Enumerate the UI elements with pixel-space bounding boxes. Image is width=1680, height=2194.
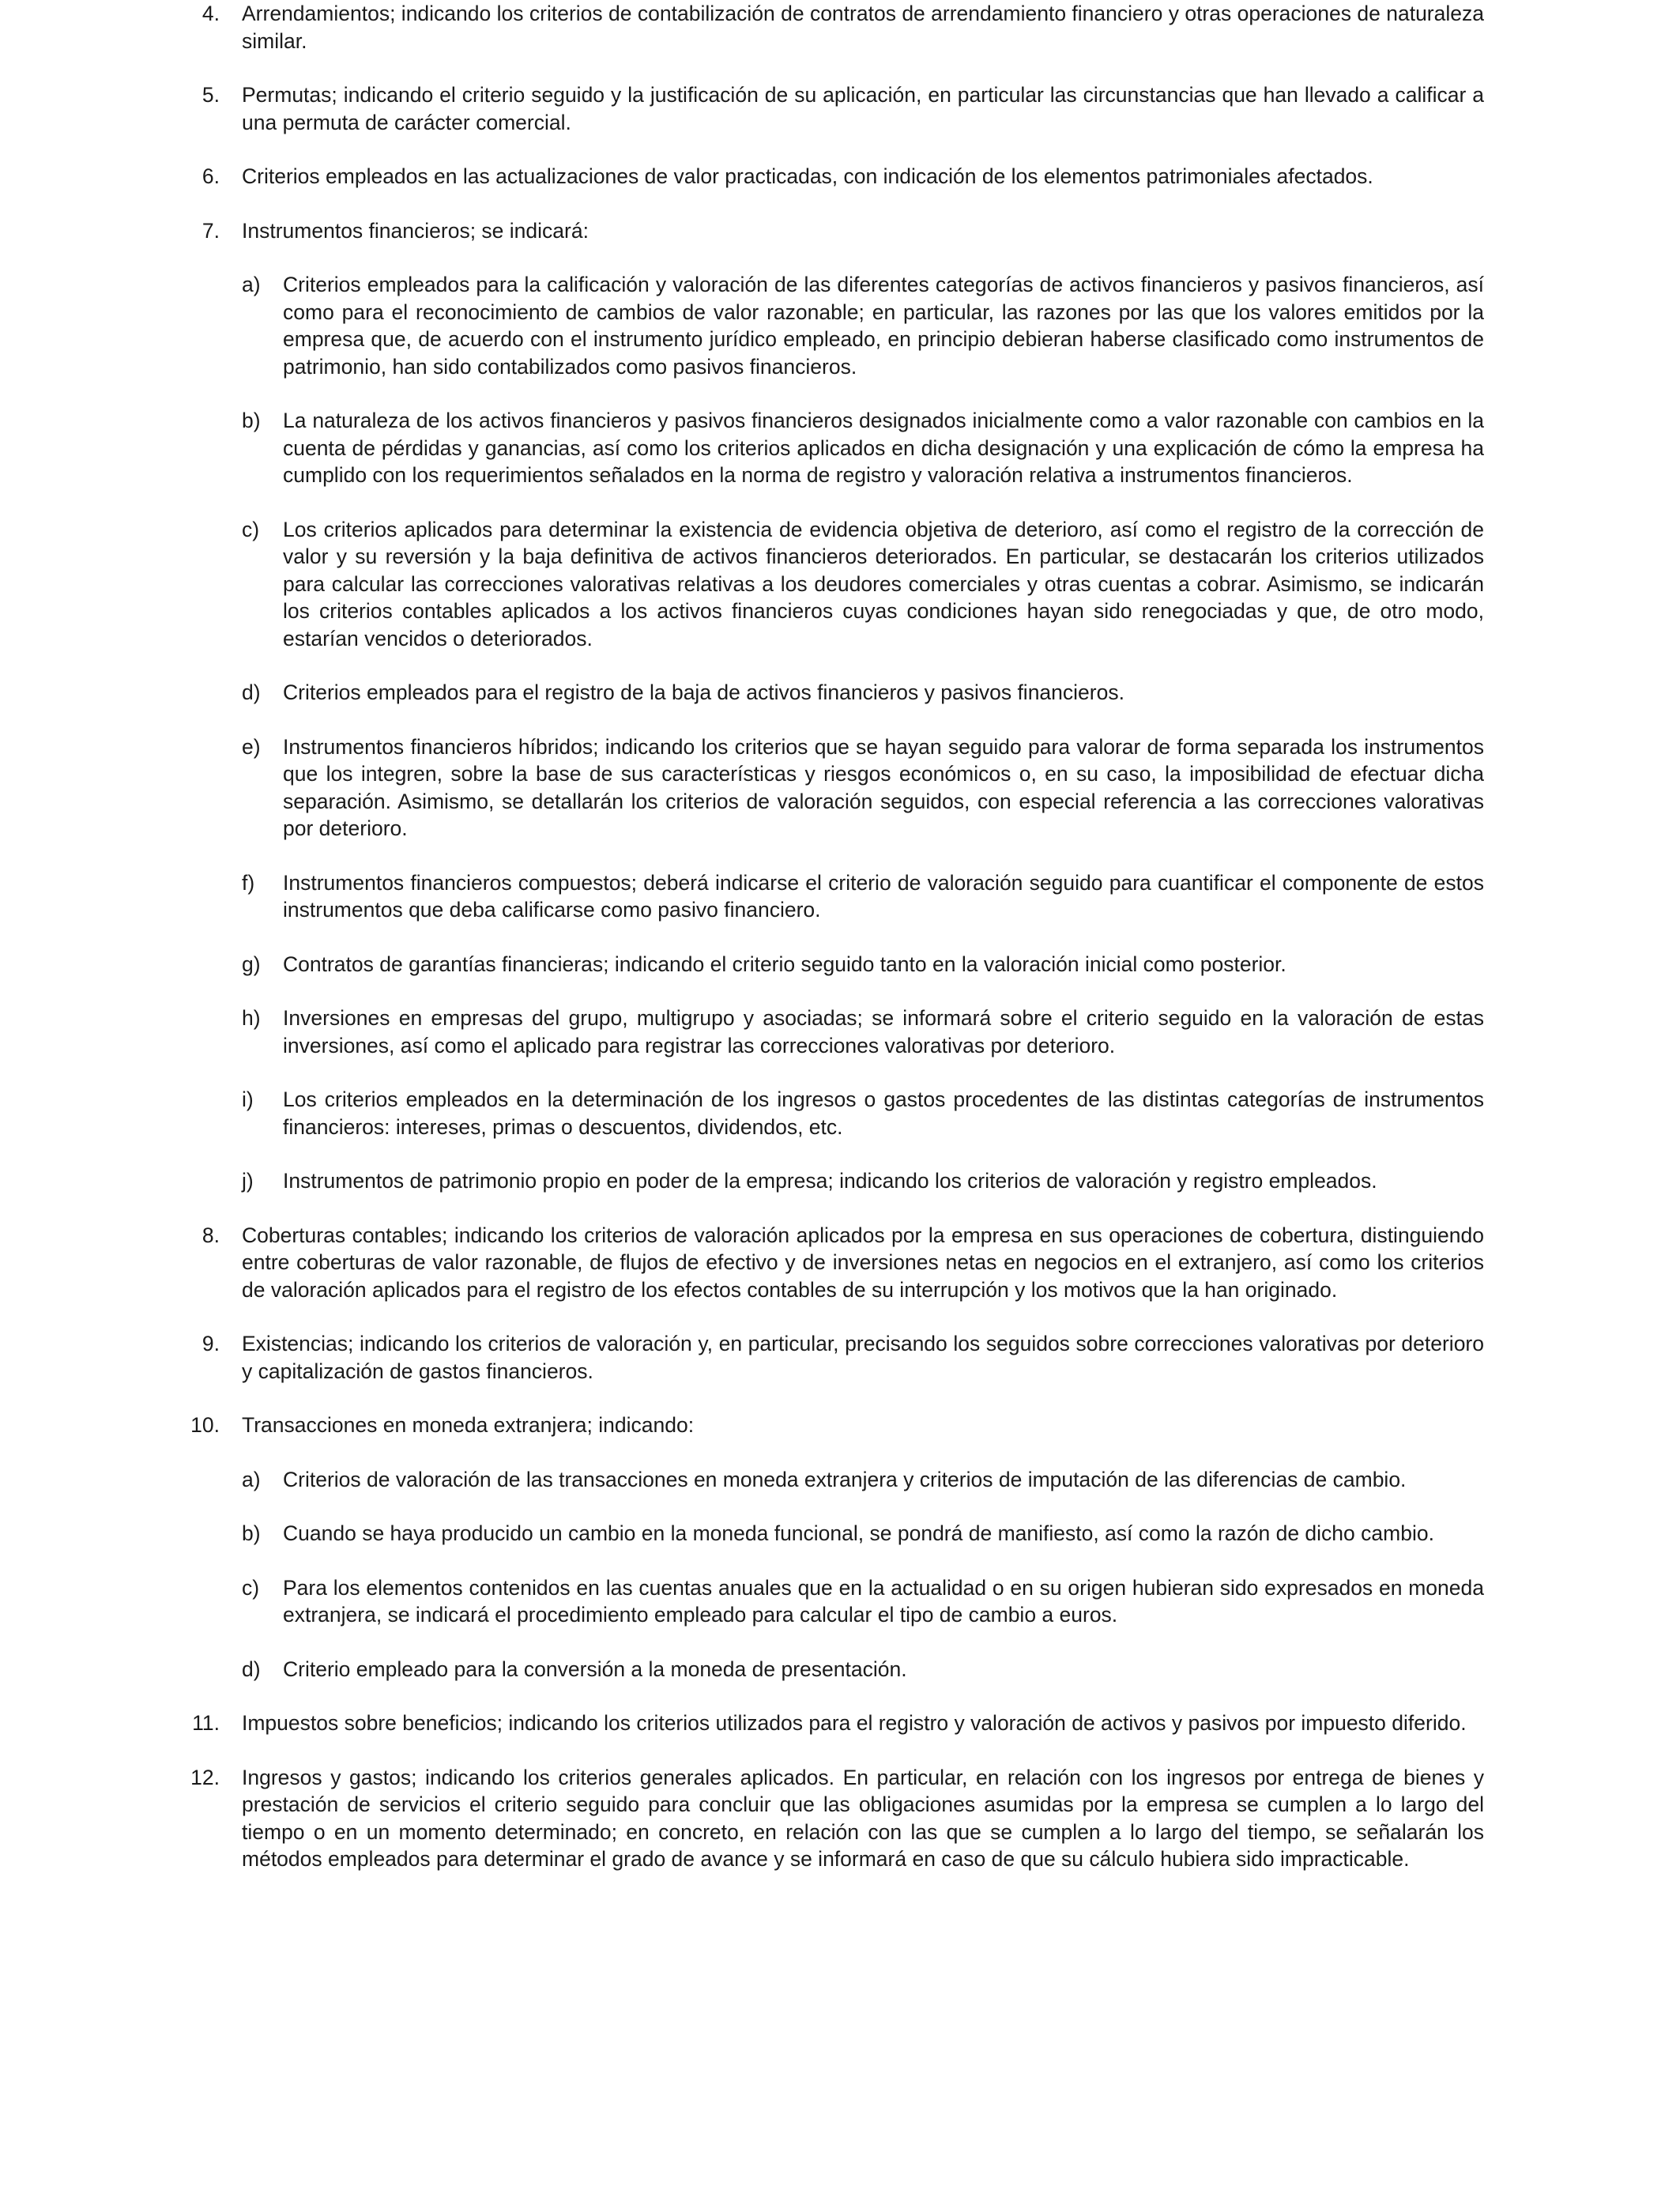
sub-item-letter: i)	[242, 1088, 254, 1111]
item-text: Ingresos y gastos; indicando los criterios generales aplicados. En particular, en relación con los ingresos por entrega de bienes y prestación de servicios el criterio seguido para concluir que las obligaciones asumidas por la empresa se cumplen a lo largo del tiempo o en un momento determinado; en concreto, en relación con las que se cumplen a lo largo del tiempo, se señalarán los métodos empleados para determinar el grado de avance y se informará en caso de que su cálculo hubiera sido impracticable.	[242, 1765, 1484, 1871]
sub-item-letter: b)	[242, 409, 261, 432]
sub-list-item	[242, 1167, 1484, 1195]
item-number: 5.	[202, 83, 220, 107]
sub-list-item	[242, 733, 1484, 843]
list-item	[188, 1764, 1484, 1873]
sub-list-item	[242, 407, 1484, 489]
list-item	[188, 1330, 1484, 1385]
sub-item-letter: d)	[242, 680, 261, 704]
sub-item-letter: e)	[242, 734, 261, 759]
item-text: Coberturas contables; indicando los criterios de valoración aplicados por la empresa en sus operaciones de cobertura, distinguiendo entre coberturas de valor razonable, de flujos de efectivo y de inversiones netas en negocios en el extranjero, así como los criterios de valoración aplicados para el registro de los efectos contables de su interrupción y los motivos que la han originado.	[242, 1223, 1484, 1302]
sub-item-letter: j)	[242, 1169, 254, 1193]
item-number: 6.	[202, 164, 220, 188]
sub-list-item	[242, 1574, 1484, 1629]
sub-item-text: Cuando se haya producido un cambio en la moneda funcional, se pondrá de manifiesto, así como la razón de dicho cambio.	[283, 1521, 1434, 1545]
sub-item-text: La naturaleza de los activos financieros y pasivos financieros designados inicialmente como a valor razonable con cambios en la cuenta de pérdidas y ganancias, así como los criterios aplicados en dicha designación y una explicación de cómo la empresa ha cumplido con los requerimientos señalados en la norma de registro y valoración relativa a instrumentos financieros.	[283, 409, 1484, 487]
item-text: Criterios empleados en las actualizaciones de valor practicadas, con indicación de los elementos patrimoniales afectados.	[242, 164, 1373, 188]
list-item	[188, 217, 1484, 1195]
sub-list-item	[242, 1005, 1484, 1059]
sub-item-letter: d)	[242, 1657, 261, 1681]
sub-item-text: Criterios de valoración de las transacciones en moneda extranjera y criterios de imputación de las diferencias de cambio.	[283, 1467, 1407, 1491]
item-text: Arrendamientos; indicando los criterios de contabilización de contratos de arrendamiento financiero y otras operaciones de naturaleza similar.	[242, 2, 1484, 53]
item-number: 9.	[202, 1332, 220, 1355]
item-text: Impuestos sobre beneficios; indicando los criterios utilizados para el registro y valoración de activos y pasivos por impuesto diferido.	[242, 1711, 1467, 1735]
sub-list-item	[242, 1520, 1484, 1547]
sub-item-text: Los criterios empleados en la determinación de los ingresos o gastos procedentes de las distintas categorías de instrumentos financieros: intereses, primas o descuentos, dividendos, etc.	[283, 1088, 1484, 1139]
sub-item-text: Los criterios aplicados para determinar la existencia de evidencia objetiva de deterioro, así como el registro de la corrección de valor y su reversión y la baja definitiva de activos financieros deteriorados. En particular, se destacarán los criterios utilizados para calcular las correcciones valorativas relativas a los deudores comerciales y otras cuentas a cobrar. Asimismo, se indicarán los criterios contables aplicados a los activos financieros cuyas condiciones hayan sido renegociadas y que, de otro modo, estarían vencidos o deteriorados.	[283, 517, 1484, 650]
item-number: 10.	[190, 1413, 220, 1437]
sub-item-letter: h)	[242, 1006, 261, 1030]
sub-item-text: Inversiones en empresas del grupo, multigrupo y asociadas; se informará sobre el criterio seguido en la valoración de estas inversiones, así como el aplicado para registrar las correcciones valorativas por deterioro.	[283, 1006, 1484, 1057]
item-number: 11.	[192, 1711, 220, 1735]
sub-item-text: Criterio empleado para la conversión a la moneda de presentación.	[283, 1657, 907, 1681]
sub-list-item	[242, 1086, 1484, 1140]
item-text: Transacciones en moneda extranjera; indicando:	[242, 1413, 695, 1437]
list-item	[188, 81, 1484, 136]
sub-list-item	[242, 1656, 1484, 1683]
list-item	[188, 1412, 1484, 1683]
sub-list-item	[242, 869, 1484, 924]
sub-item-text: Instrumentos financieros híbridos; indicando los criterios que se hayan seguido para valorar de forma separada los instrumentos que los integren, sobre la base de sus características y riesgos económicos o, en su caso, la imposibilidad de efectuar dicha separación. Asimismo, se detallarán los criterios de valoración seguidos, con especial referencia a las correcciones valorativas por deterioro.	[283, 734, 1484, 840]
sub-item-letter: f)	[242, 870, 255, 895]
sub-item-text: Instrumentos financieros compuestos; deberá indicarse el criterio de valoración seguido para cuantificar el componente de estos instrumentos que deba calificarse como pasivo financiero.	[283, 870, 1484, 922]
sub-item-letter: a)	[242, 1467, 261, 1491]
sub-item-letter: c)	[242, 517, 260, 541]
sub-item-letter: a)	[242, 273, 261, 296]
sub-item-text: Instrumentos de patrimonio propio en poder de la empresa; indicando los criterios de valoración y registro empleados.	[283, 1169, 1377, 1193]
sub-list-item	[242, 271, 1484, 380]
sub-list	[242, 1466, 1484, 1683]
list-item	[188, 1710, 1484, 1737]
sub-item-letter: g)	[242, 952, 261, 976]
numbered-list	[188, 0, 1484, 1900]
sub-item-text: Para los elementos contenidos en las cuentas anuales que en la actualidad o en su origen hubieran sido expresados en moneda extranjera, se indicará el procedimiento empleado para calcular el tipo de cambio a euros.	[283, 1575, 1484, 1627]
item-text: Instrumentos financieros; se indicará:	[242, 218, 589, 243]
sub-item-text: Criterios empleados para el registro de la baja de activos financieros y pasivos financieros.	[283, 680, 1124, 704]
item-number: 7.	[202, 218, 220, 243]
sub-list-item	[242, 951, 1484, 978]
sub-item-text: Contratos de garantías financieras; indicando el criterio seguido tanto en la valoración inicial como posterior.	[283, 952, 1286, 976]
item-number: 12.	[190, 1765, 220, 1789]
list-item	[188, 163, 1484, 190]
item-number: 4.	[202, 2, 220, 25]
item-text: Existencias; indicando los criterios de valoración y, en particular, precisando los seguidos sobre correcciones valorativas por deterioro y capitalización de gastos financieros.	[242, 1332, 1484, 1383]
sub-list-item	[242, 679, 1484, 707]
sub-item-letter: c)	[242, 1575, 260, 1600]
sub-item-text: Criterios empleados para la calificación y valoración de las diferentes categorías de activos financieros y pasivos financieros, así como para el reconocimiento de cambios de valor razonable; en particular, las razones por las que los valores emitidos por la empresa que, de acuerdo con el instrumento jurídico empleado, en principio debieran haberse clasificado como instrumentos de patrimonio, han sido contabilizados como pasivos financieros.	[283, 273, 1484, 379]
list-item	[188, 1222, 1484, 1304]
sub-list-item	[242, 516, 1484, 653]
sub-list-item	[242, 1466, 1484, 1494]
list-item	[188, 0, 1484, 55]
sub-list	[242, 271, 1484, 1195]
sub-item-letter: b)	[242, 1521, 261, 1545]
item-text: Permutas; indicando el criterio seguido y la justificación de su aplicación, en particular las circunstancias que han llevado a calificar a una permuta de carácter comercial.	[242, 83, 1484, 134]
item-number: 8.	[202, 1223, 220, 1247]
